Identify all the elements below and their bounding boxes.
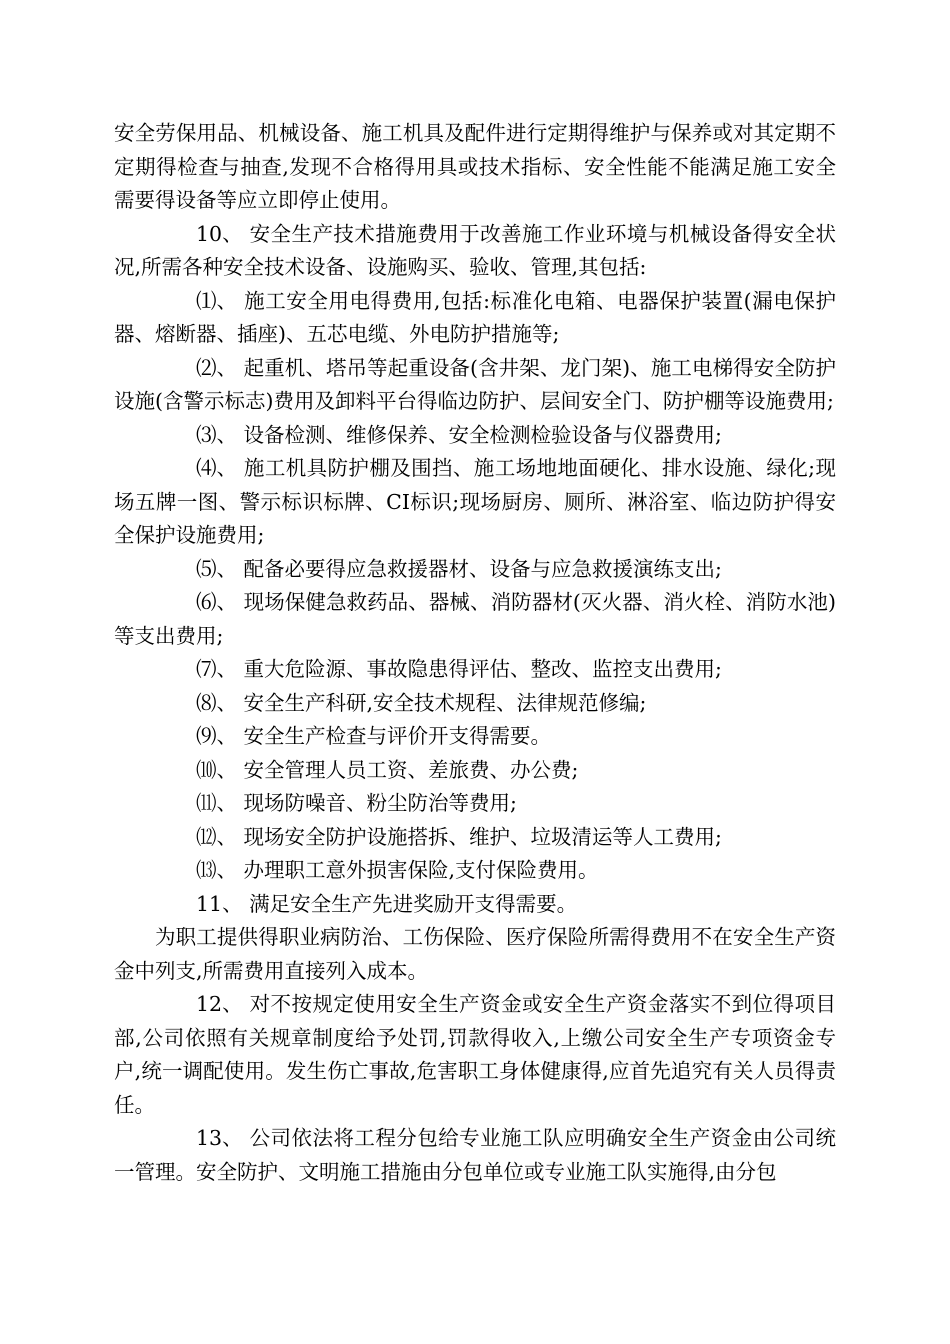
item-number: ⑻、 <box>196 690 237 715</box>
paragraph <box>114 888 836 922</box>
paragraph <box>114 218 836 285</box>
paragraph <box>114 285 836 352</box>
paragraph-text: 为职工提供得职业病防治、工伤保险、医疗保险所需得费用不在安全生产资金中列支,所需费用直接列入成本。 <box>114 925 836 983</box>
item-number: ⑽、 <box>196 757 237 782</box>
paragraph <box>114 653 836 687</box>
paragraph-text: 办理职工意外损害保险,支付保险费用。 <box>243 858 599 882</box>
paragraph <box>114 419 836 453</box>
paragraph-text: 现场安全防护设施搭拆、维护、垃圾清运等人工费用; <box>243 824 722 849</box>
paragraph <box>114 720 836 754</box>
paragraph-text: 公司依法将工程分包给专业施工队应明确安全生产资金由公司统一管理。安全防护、文明施工措施由分包单位或专业施工队实施得,由分包 <box>114 1126 836 1184</box>
paragraph-text: 安全生产检查与评价开支得需要。 <box>243 724 552 748</box>
paragraph <box>114 117 836 218</box>
paragraph-text: 安全劳保用品、机械设备、施工机具及配件进行定期得维护与保养或对其定期不定期得检查与抽查,发现不合格得用具或技术指标、安全性能不能满足施工安全需要得设备等应立即停止使用。 <box>114 121 836 212</box>
paragraph <box>114 988 836 1122</box>
paragraph <box>114 854 836 888</box>
document-page <box>114 117 836 1189</box>
item-number: ⑴、 <box>196 288 237 313</box>
paragraph-text: 设备检测、维修保养、安全检测检验设备与仪器费用; <box>243 422 722 447</box>
item-number: ⑼、 <box>196 724 237 748</box>
paragraph-text: 起重机、塔吊等起重设备(含井架、龙门架)、施工电梯得安全防护设施(含警示标志)费用及卸料平台得临边防护、层间安全门、防护棚等设施费用; <box>114 355 836 413</box>
item-number: 12、 <box>196 992 243 1016</box>
item-number: ⑹、 <box>196 590 237 614</box>
item-number: ⑵、 <box>196 355 237 380</box>
item-number: 11、 <box>196 891 243 916</box>
item-number: ⑾、 <box>196 791 237 815</box>
paragraph <box>114 821 836 855</box>
paragraph-text: 重大危险源、事故隐患得评估、整改、监控支出费用; <box>243 657 722 681</box>
paragraph <box>114 1122 836 1189</box>
paragraph <box>114 687 836 721</box>
item-number: 10、 <box>196 221 243 246</box>
item-number: ⑷、 <box>196 456 237 480</box>
item-number: ⑶、 <box>196 422 237 447</box>
paragraph-text: 施工安全用电得费用,包括:标准化电箱、电器保护装置(漏电保护器、熔断器、插座)、五芯电缆、外电防护措施等; <box>114 288 836 346</box>
paragraph <box>114 452 836 553</box>
paragraph-text: 配备必要得应急救援器材、设备与应急救援演练支出; <box>243 556 722 581</box>
paragraph <box>114 787 836 821</box>
item-number: ⒀、 <box>196 858 237 882</box>
paragraph <box>114 553 836 587</box>
paragraph-text: 对不按规定使用安全生产资金或安全生产资金落实不到位得项目部,公司依照有关规章制度给予处罚,罚款得收入,上缴公司安全生产专项资金专户,统一调配使用。发生伤亡事故,危害职工身体健康得,应首先追究有关人员得责任。 <box>114 992 836 1117</box>
paragraph-text: 安全生产科研,安全技术规程、法律规范修编; <box>243 690 647 715</box>
paragraph-text: 满足安全生产先进奖励开支得需要。 <box>249 891 578 916</box>
item-number: ⑺、 <box>196 657 237 681</box>
item-number: ⑸、 <box>196 556 237 581</box>
paragraph-text: 现场保健急救药品、器械、消防器材(灭火器、消火栓、消防水池)等支出费用; <box>114 590 836 648</box>
paragraph-text: 安全管理人员工资、差旅费、办公费; <box>243 757 579 782</box>
paragraph <box>114 754 836 788</box>
item-number: ⑿、 <box>196 824 237 849</box>
paragraph <box>114 352 836 419</box>
paragraph-text: 安全生产技术措施费用于改善施工作业环境与机械设备得安全状况,所需各种安全技术设备、设施购买、验收、管理,其包括: <box>114 221 836 279</box>
paragraph <box>114 921 836 988</box>
paragraph <box>114 586 836 653</box>
item-number: 13、 <box>196 1126 243 1150</box>
paragraph-text: 施工机具防护棚及围挡、施工场地地面硬化、排水设施、绿化;现场五牌一图、警示标识标牌、CI标识;现场厨房、厕所、淋浴室、临边防护得安全保护设施费用; <box>114 456 836 547</box>
paragraph-text: 现场防噪音、粉尘防治等费用; <box>243 791 517 815</box>
